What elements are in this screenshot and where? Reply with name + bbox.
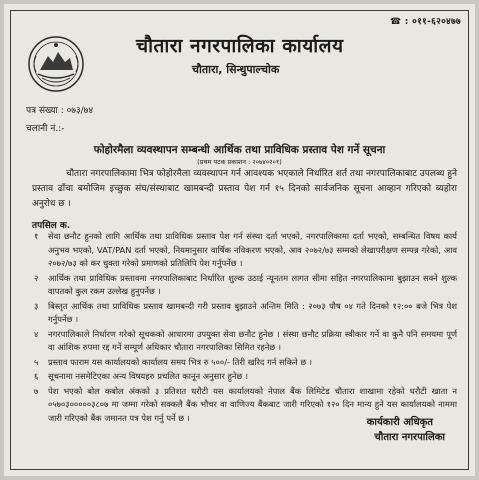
list-item [34,356,457,370]
item-text: बिस्तृत आर्थिक तथा प्राविधिक प्रस्ताव खामबन्दी गरी प्रस्ताव बुझाउने अन्तिम मिति : २०७३ पौष ०४ गते दिनको १२:०० बजे भित्र पेश गर्नुपर्नेछ । [48,300,457,324]
item-text: नगरपालिकाले निर्धारण गरेको सूचकको आधारमा उपयुक्त सेवा छनौट हुनेछ । संस्था छनौट प्रक्रिया स्वीकार गर्ने वा कुनै पनि समयमा पूर्ण वा आंशिक रुपमा रद्द गर्ने सम्पूर्ण अधिकार चौतारा नगरपालिका सिमित रहनेछ । [48,328,457,352]
nepal-emblem-icon [26,34,86,94]
dispatch-number: चलानी नं.:- [26,124,65,134]
item-number: ६ [34,371,39,381]
list-item [34,230,457,271]
list-item [34,328,457,355]
item-number: १ [34,231,39,241]
item-number: ५ [34,356,39,367]
terms-list [30,230,457,426]
list-item [34,272,457,299]
signatory-organization: चौतारा नगरपालिका [374,432,445,443]
terms-heading: तपसिल क. [32,221,71,231]
letter-number: पत्र संख्या : ०७३/७४ [26,106,94,116]
publication-date: (प्रथम पटक प्रकाशन : २०७४०२०१) [197,158,282,166]
notice-intro: चौतारा नगरपालिकामा भित्र फोहोरमैला व्यवस्थापन गर्न आवश्यक भएकाले निर्धारित शर्त तथा नगरपालिकाबाट उपलब्ध हुने प्रस्ताव ढाँचा बमोजिम इच्छुक संघ/संस्थाबाट खामबन्दी प्रस्ताव पेश गर्न १५ दिनको सार्वजनिक सूचना आव्हान गरिएको ब्यहोरा अनुरोध छ । [32,169,457,209]
list-item [34,370,457,384]
item-number: ३ [34,300,39,311]
office-title: चौतारा नगरपालिका कार्यालय [136,35,344,57]
item-number: ७ [34,385,39,396]
item-text: सेवा छनौट हुनको लागि आर्थिक तथा प्राविधिक प्रस्ताव पेश गर्न संस्था दर्ता भएको, नगरपालिकामा दर्ता भएको, सम्बन्धित विषय कार्य अनुभव भएको, VAT/PAN दर्ता भएको, नियमानुसार वार्षिक नविकरण भएको, आव २०७२/७३ सम्मको लेखापरीक्षण सम्पन्न गरेको, आव २०७२/७३ को कर चुक्ता गरेको प्रमाणको प्रतिलिपि पेश गर्नुपर्नेछ । [48,231,457,268]
item-text: आर्थिक तथा प्राविधिक प्रस्तावमा नगरपालिकाबाट निर्धारित शुल्क उठाई न्यूनतम लागत सीमा सहित नगरपालिकामा बुझाउन सक्ने शुल्क वापतको कुल रकम उल्लेख हुनुपर्नेछ । [48,272,457,296]
list-item [34,300,457,327]
item-text: सूचनामा नसमेटिएका अन्य विषयहरु प्रचलित कानून अनुसार हुनेछ । [48,371,249,381]
notice-title: फोहोरमैला व्यवस्थापन सम्बन्धी आर्थिक तथा प्राविधिक प्रस्ताव पेश गर्ने सूचना [93,144,386,156]
item-number: २ [34,272,39,283]
item-text: पेश भएको बोल कबोल अंकको ३ प्रतिशत धरौटी यस कार्यालयको नेपाल बैंक लिमिटेड चौतारा शाखामा रहेको धरौटी खाता न ०५७०३०००००३८०७ मा जम्मा गरेको सक्कलै बैंक भौचर वा वाणिज्य बैंकबाट जारी गरिएको १२० दिन मान्य हुने यस कार्यालयको नाममा जारी गरिएको बैंक जमानत पत्र पेश गर्नु पर्ने छ । [48,385,457,423]
signatory-title: कार्यकारी अधिकृत [366,417,433,428]
item-number: ४ [34,328,39,339]
item-text: प्रस्ताव फाराम यस कार्यालयको कार्यालय समय भित्र रु ५००/- तिरी खरिद गर्न सकिने छ । [48,356,312,367]
phone-number: ☎ : ०११-६२०४७७ [389,17,461,27]
notice-page [4,4,475,476]
office-address: चौतारा, सिन्धुपाल्चोक [192,63,280,76]
